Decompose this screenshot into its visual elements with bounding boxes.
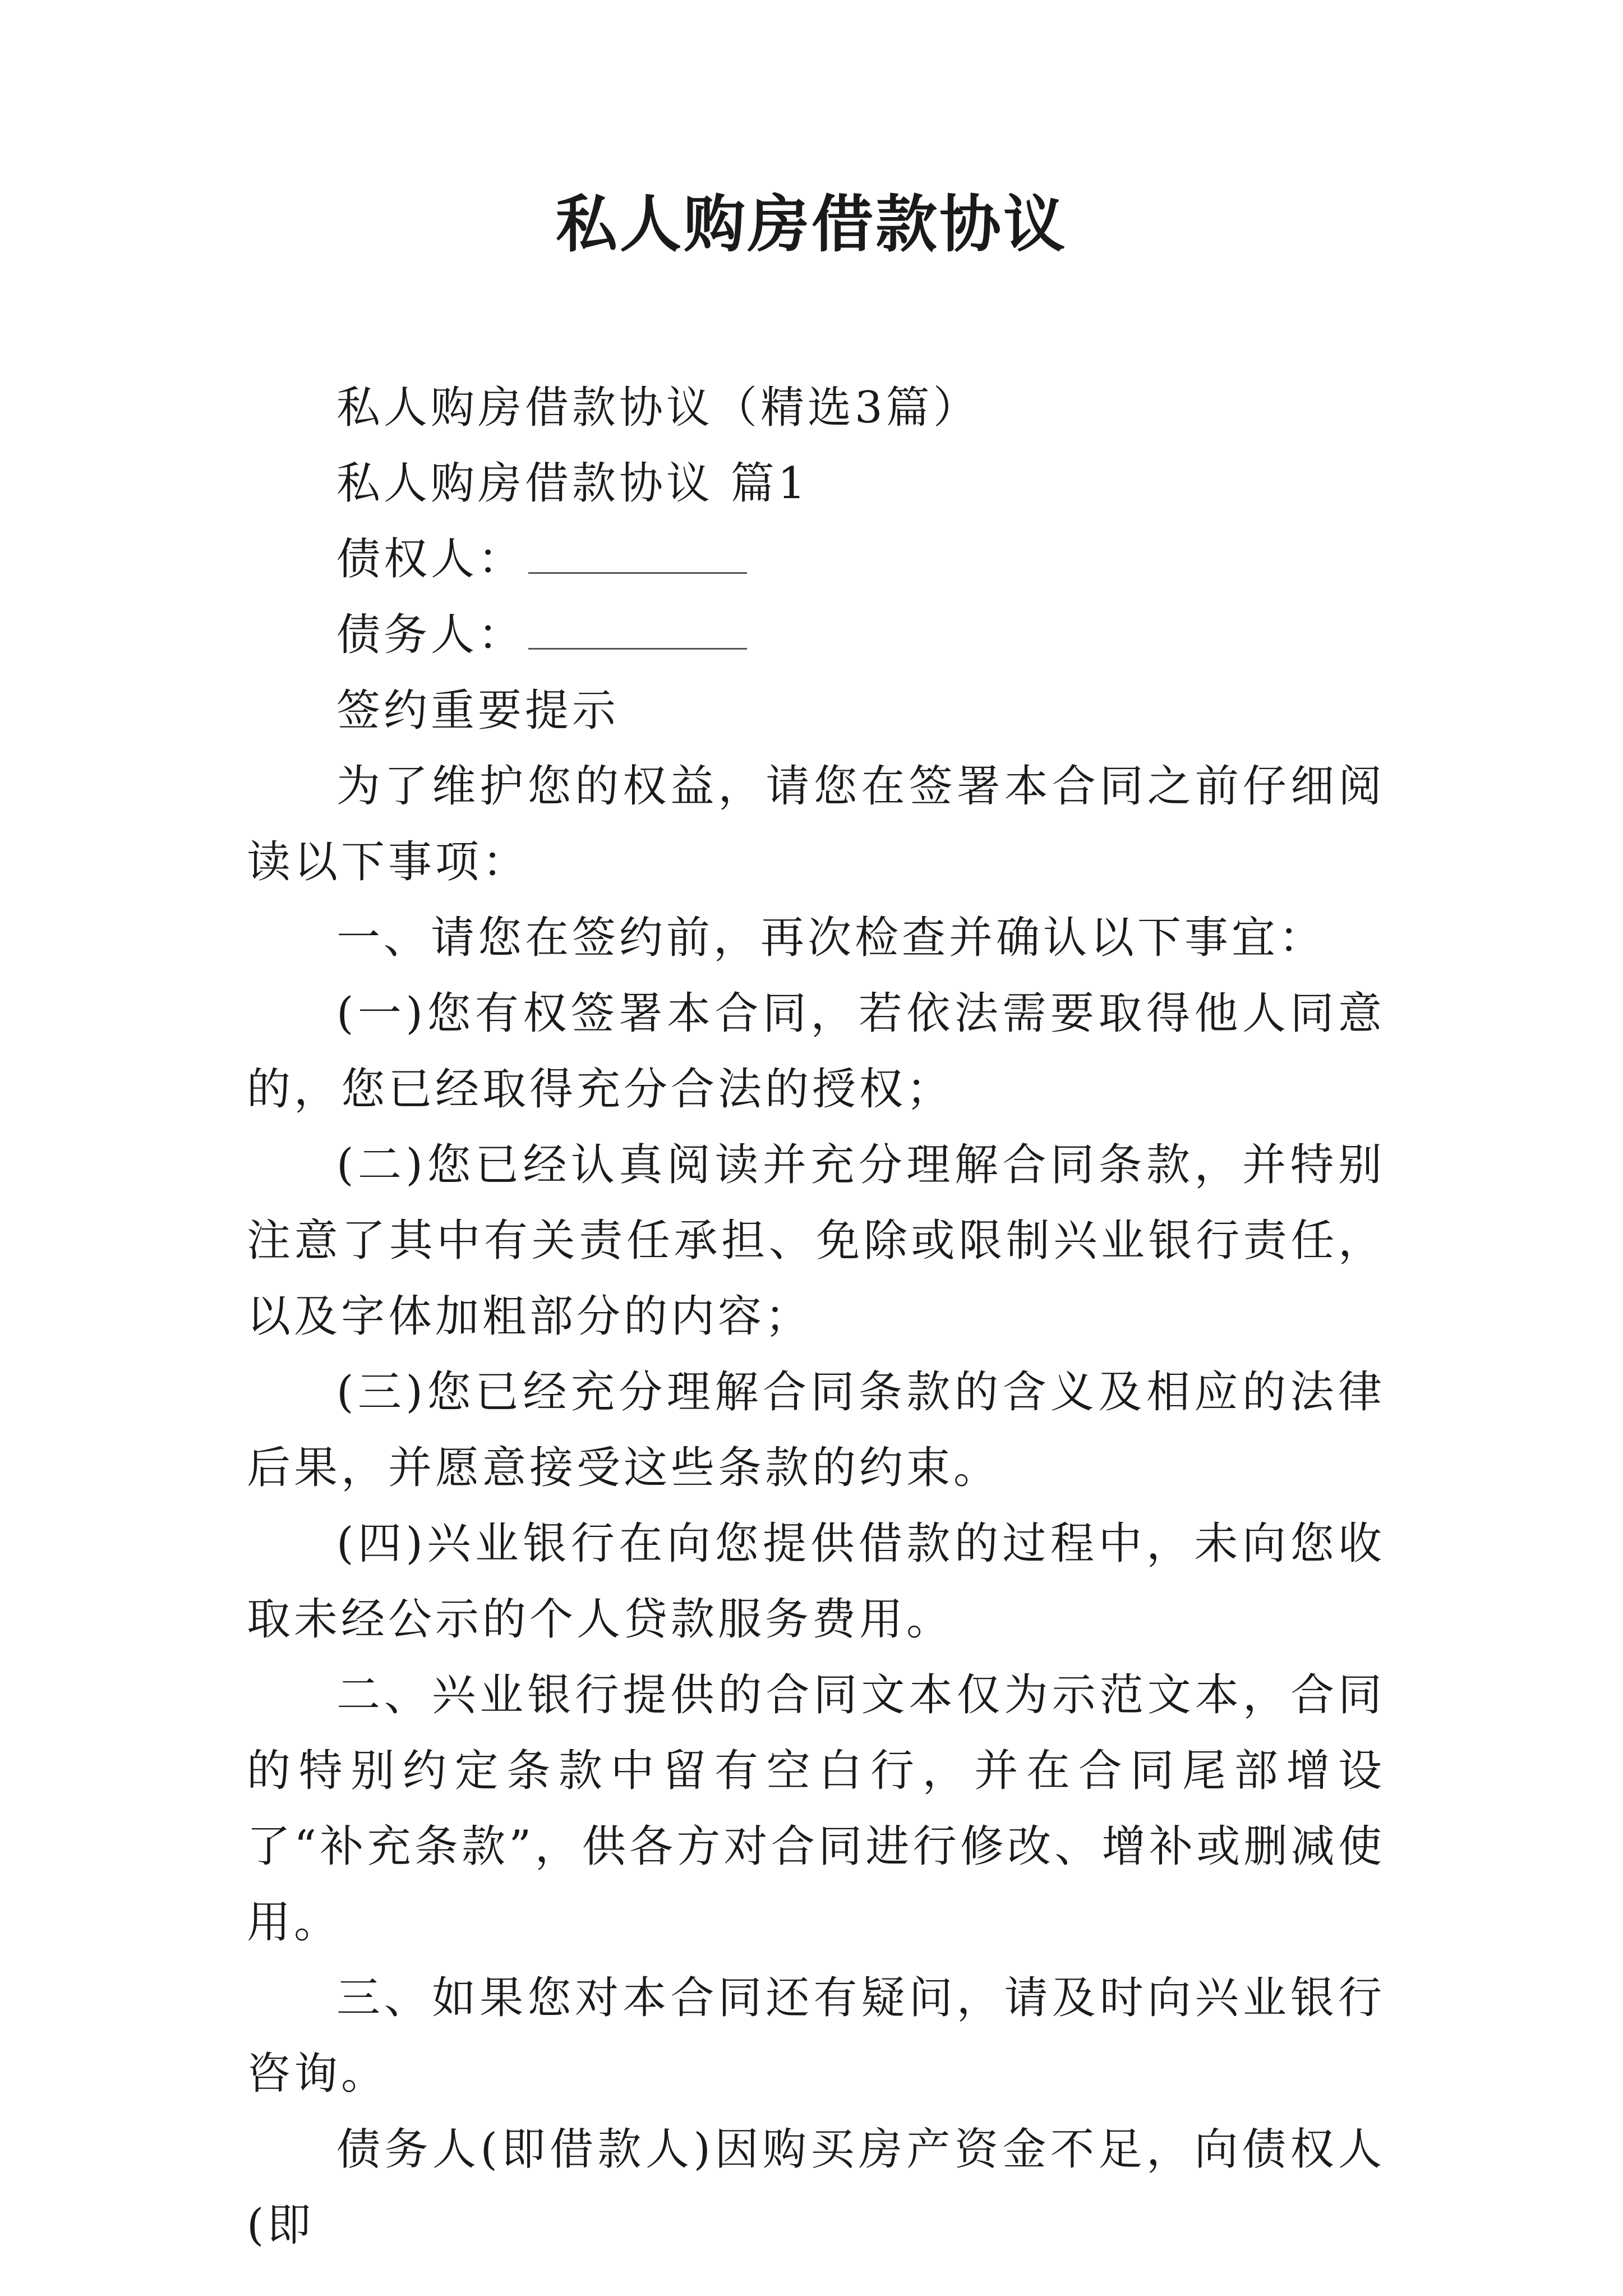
paragraph: 债务人(即借款人)因购买房产资金不足，向债权人(即 xyxy=(247,2124,1385,2251)
debtor-blank xyxy=(528,614,747,650)
creditor-line xyxy=(247,522,1385,597)
paragraph: (四)兴业银行在向您提供借款的过程中，未向您收取未经公示的个人贷款服务费用。 xyxy=(247,1519,1385,1645)
notice-heading: 签约重要提示 xyxy=(336,685,620,736)
document-body xyxy=(247,370,1385,2263)
subtitle: 私人购房借款协议（精选3篇） xyxy=(336,383,980,433)
creditor-label: 债权人： xyxy=(336,534,525,585)
paragraph: 为了维护您的权益，请您在签署本合同之前仔细阅读以下事项： xyxy=(247,761,1385,887)
debtor-line xyxy=(247,597,1385,673)
paragraph: 一、请您在签约前，再次检查并确认以下事宜： xyxy=(336,913,1326,963)
paragraph: 三、如果您对本合同还有疑问，请及时向兴业银行咨询。 xyxy=(247,1973,1385,2099)
paragraph: 二、兴业银行提供的合同文本仅为示范文本，合同的特别约定条款中留有空白行，并在合同尾部增设了“补充条款”，供各方对合同进行修改、增补或删减使用。 xyxy=(247,1670,1385,1948)
section-heading: 私人购房借款协议 篇1 xyxy=(336,458,809,509)
debtor-label: 债务人： xyxy=(336,610,525,660)
paragraph: (三)您已经充分理解合同条款的含义及相应的法律后果，并愿意接受这些条款的约束。 xyxy=(247,1367,1385,1493)
paragraph: (一)您有权签署本合同，若依法需要取得他人同意的，您已经取得充分合法的授权； xyxy=(247,988,1385,1115)
creditor-blank xyxy=(528,539,747,574)
paragraph: (二)您已经认真阅读并充分理解合同条款，并特别注意了其中有关责任承担、免除或限制兴业银行责任，以及字体加粗部分的内容； xyxy=(247,1140,1385,1342)
document-title: 私人购房借款协议 xyxy=(556,188,1067,260)
